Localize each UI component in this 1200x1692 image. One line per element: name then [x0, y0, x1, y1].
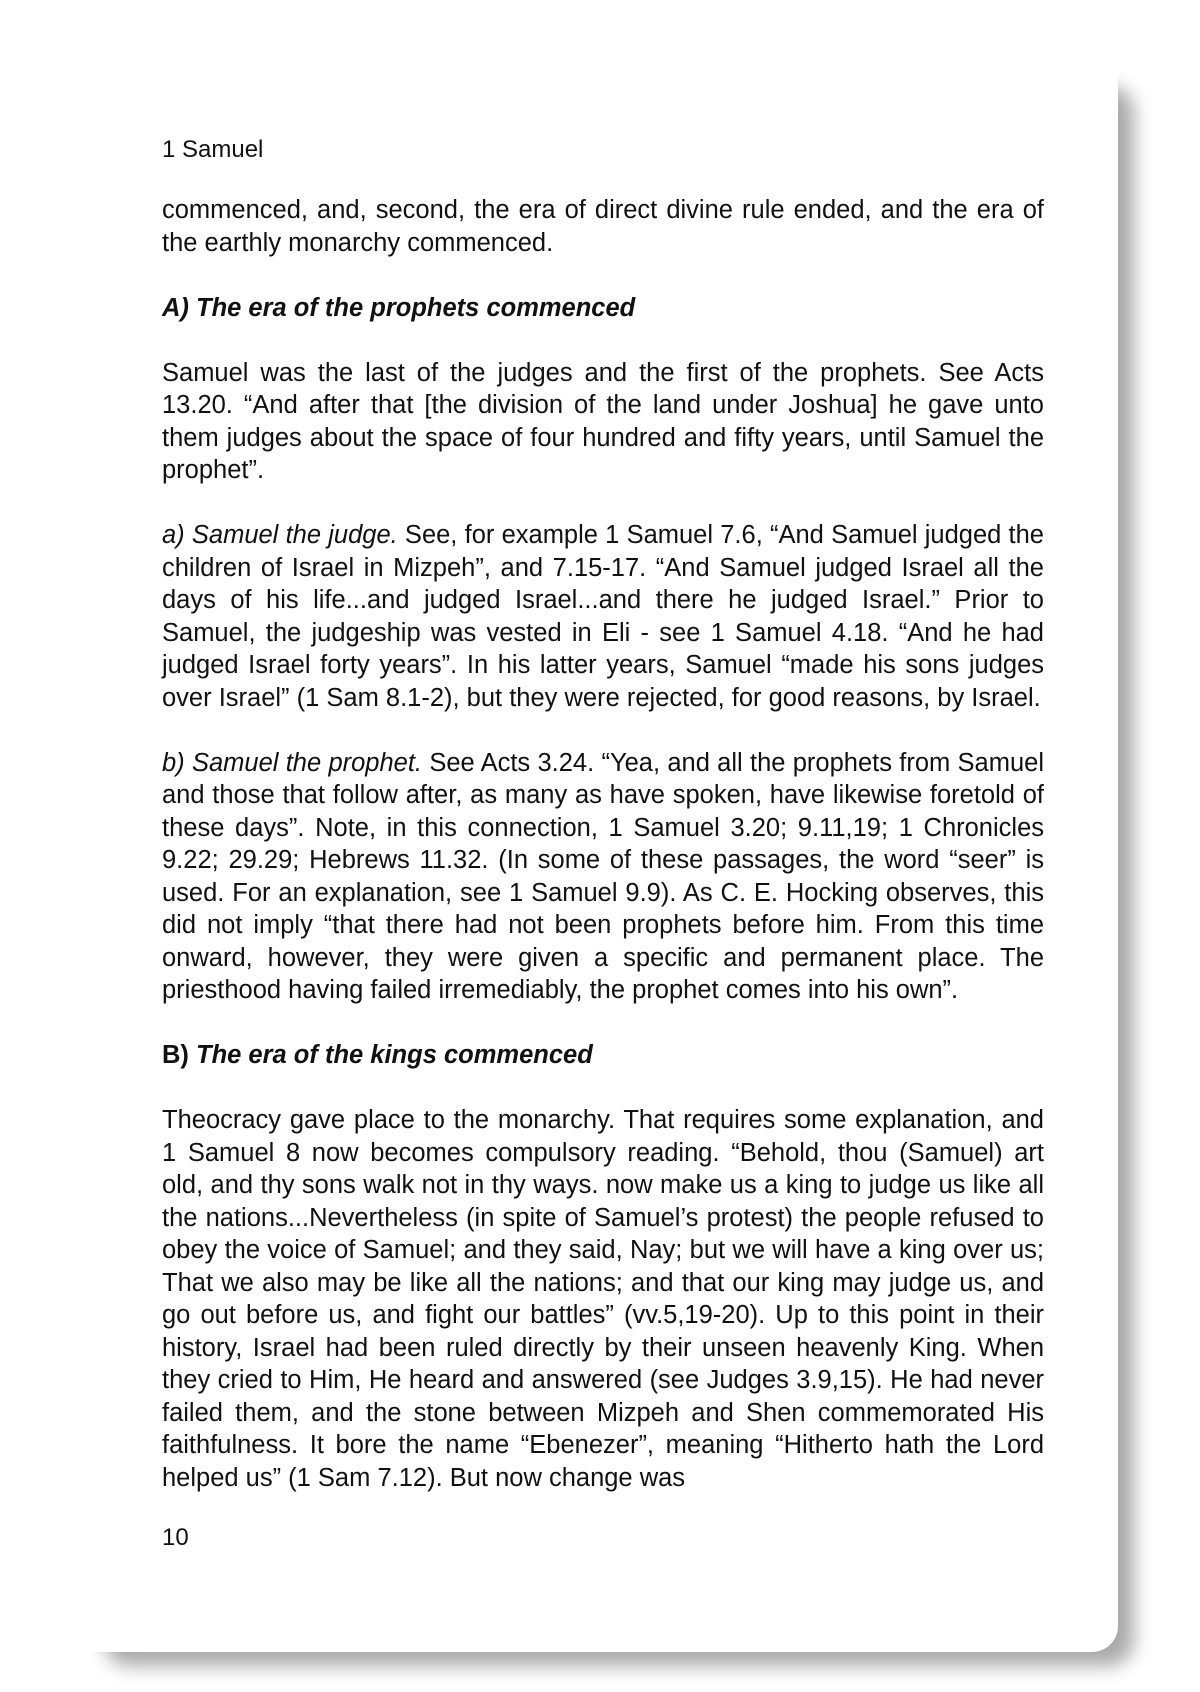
body-text — [162, 194, 1044, 1494]
section-a-paragraph: Samuel was the last of the judges and the first of the prophets. See Acts 13.20. “And after that [the division of the land under Joshua] he gave unto them judges about the space of four hundred and fifty years, until Samuel the prophet”. — [162, 358, 1044, 484]
running-head: 1 Samuel — [162, 136, 264, 163]
subsection-a-paragraph — [162, 519, 1044, 714]
section-a-heading-text: A) The era of the prophets commenced — [162, 293, 636, 322]
subsection-a-lead: a) Samuel the judge. — [162, 521, 398, 549]
subsection-a-body: See, for example 1 Samuel 7.6, “And Samuel judged the children of Israel in Mizpeh”, and 7.15-17. “And Samuel judged Israel all the days of his life...and judged Israel...and there he judged Israel.” Prior to Samuel, the judgeship was vested in Eli - see 1 Samuel 4.18. “And he had judged Israel forty years”. In his latter years, Samuel “made his sons judges over Israel” (1 Sam 8.1-2), but they were rejected, for good reasons, by Israel. — [162, 521, 1044, 712]
section-b-paragraph: Theocracy gave place to the monarchy. That requires some explanation, and 1 Samuel 8 now becomes compulsory reading. “Behold, thou (Samuel) art old, and thy sons walk not in thy ways. now make us a king to judge us like all the nations...Nevertheless (in spite of Samuel’s protest) the people refused to obey the voice of Samuel; and they said, Nay; but we will have a king over us; That we also may be like all the nations; and that our king may judge us, and go out before us, and fight our battles” (vv.5,19-20). Up to this point in their history, Israel had been ruled directly by their unseen heavenly King. When they cried to Him, He heard and answered (see Judges 3.9,15). He had never failed them, and the stone between Mizpeh and Shen commemorated His faithfulness. It bore the name “Ebenezer”, meaning “Hitherto hath the Lord helped us” (1 Sam 7.12). But now change was — [162, 1106, 1044, 1492]
section-b-heading-label: B) — [162, 1041, 189, 1069]
section-b-heading — [162, 1039, 1044, 1072]
subsection-b-body: See Acts 3.24. “Yea, and all the prophets from Samuel and those that follow after, as many as have spoken, have likewise foretold of these days”. Note, in this connection, 1 Samuel 3.20; 9.11,19; 1 Chronicles 9.22; 29.29; Hebrews 11.32. (In some of these passages, the word “seer” is used. For an explanation, see 1 Samuel 9.9). As C. E. Hocking observes, this did not imply “that there had not been prophets before him. From this time onward, however, they were given a specific and permanent place. The priesthood having failed irremediably, the prophet comes into his own”. — [162, 748, 1044, 1004]
section-b-heading-text: The era of the kings commenced — [196, 1041, 593, 1069]
section-a-heading — [162, 292, 1044, 325]
subsection-b-lead: b) Samuel the prophet. — [162, 748, 423, 777]
page-number: 10 — [162, 1524, 189, 1551]
intro-paragraph: commenced, and, second, the era of direct divine rule ended, and the era of the earthly monarchy commenced. — [162, 196, 1044, 257]
subsection-b-paragraph — [162, 747, 1044, 1007]
